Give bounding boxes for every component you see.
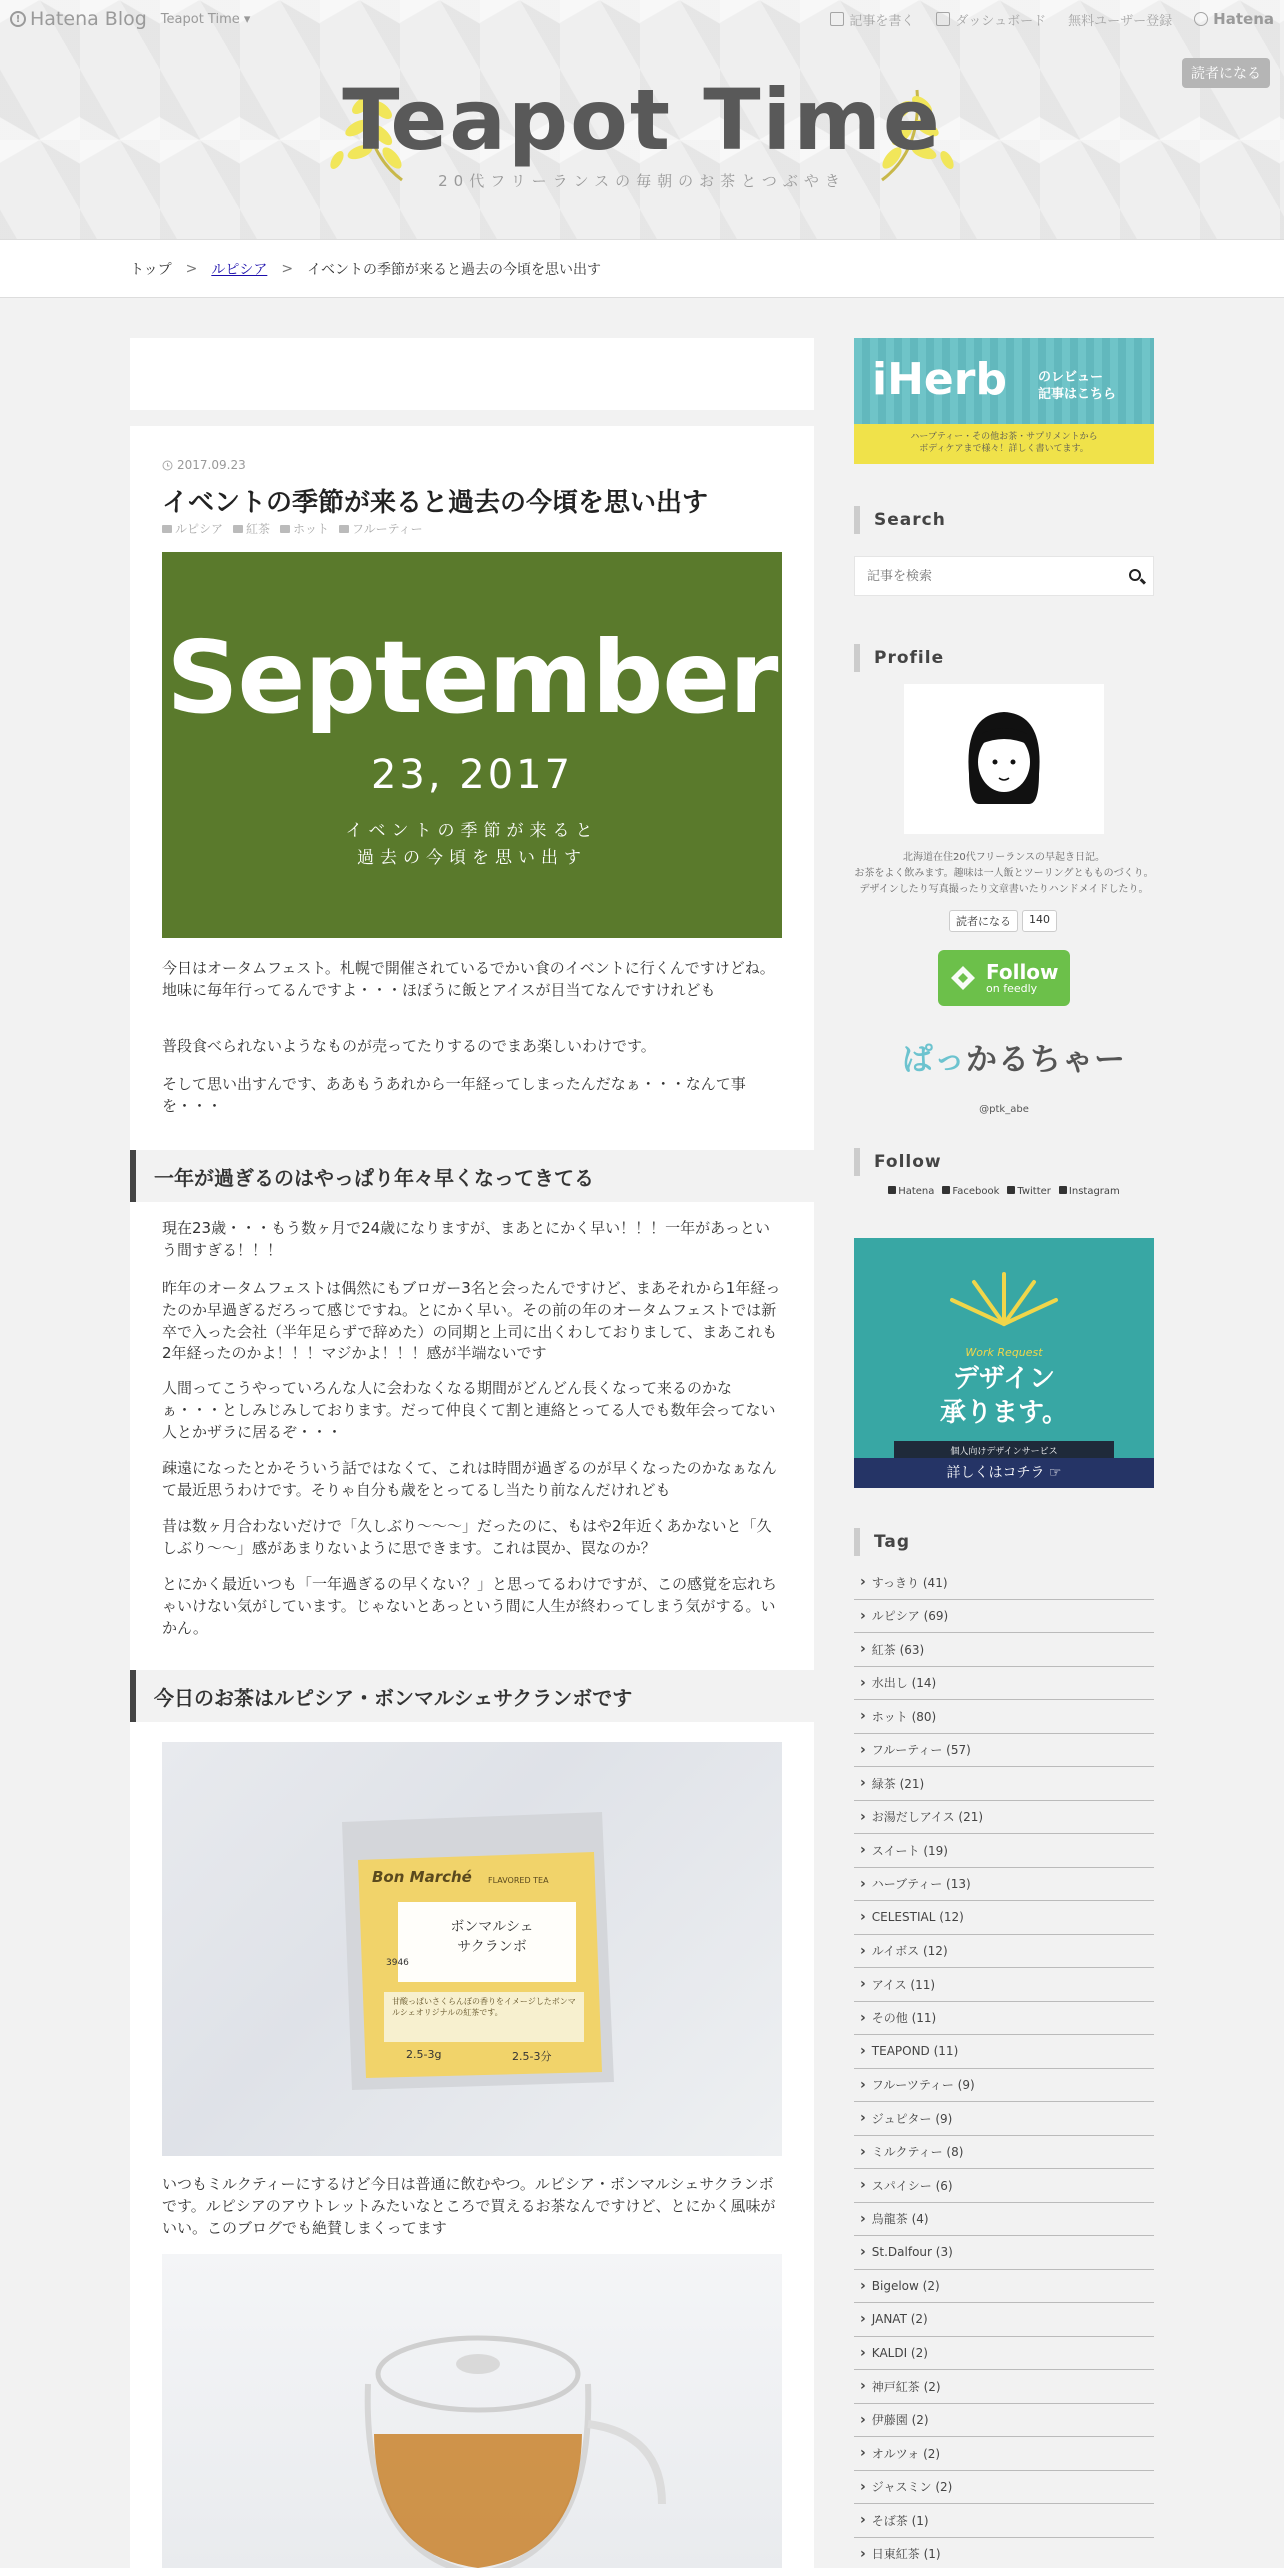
- design-ribbon: 個人向けデザインサービス: [894, 1441, 1114, 1463]
- iherb-logo: iHerb: [872, 354, 1007, 405]
- clock-icon: [162, 460, 173, 471]
- tag-link[interactable]: › 日東紅茶 (1): [854, 2538, 1154, 2568]
- tag-link[interactable]: › お湯だしアイス (21): [854, 1801, 1154, 1835]
- iherb-text: [1038, 370, 1116, 404]
- entry-date-text: 2017.09.23: [177, 458, 246, 472]
- pakkaru-logo-a: ぱっ: [902, 1042, 966, 1078]
- hatena-menu-label: Hatena: [1213, 10, 1274, 28]
- pencil-icon: [830, 12, 844, 26]
- eyecatch-caption-line: 過去の今頃を思い出す: [357, 848, 587, 869]
- paragraph: そして思い出すんです、ああもうあれから一年経ってしまったんだなぁ・・・なんて事を・・・: [162, 1075, 746, 1115]
- tag-link[interactable]: › ミルクティー (8): [854, 2136, 1154, 2170]
- tag-module-title: Tag: [854, 1528, 1154, 1556]
- paragraph: 昨年のオータムフェストは偶然にもブロガー3名と会ったんですけど、まあそれから1年経ったのか早過ぎるだろって感じですね。とにかく早い。その前の年のオータムフェストでは新卒で入った会社（半年足らずで辞めた）の同期と上司に出くわしておりまして、まあこれも2年経ったのかよ！！！マジかよ！！！感が半端ないです: [162, 1279, 781, 1363]
- tag-link[interactable]: › ハーブティー (13): [854, 1868, 1154, 1902]
- hatena-logo-icon: !: [10, 11, 26, 27]
- avatar-illustration: [959, 704, 1049, 814]
- write-post-label: 記事を書く: [849, 13, 915, 29]
- hatena-blog-logo-text: Hatena Blog: [30, 8, 147, 30]
- tag-link[interactable]: › ジュピター (9): [854, 2102, 1154, 2136]
- breadcrumb-home[interactable]: トップ: [130, 261, 172, 278]
- category-link[interactable]: 紅茶: [233, 520, 270, 537]
- blog-subtitle: 20代フリーランスの毎朝のお茶とつぶやき: [438, 172, 846, 190]
- tag-link[interactable]: › スパイシー (6): [854, 2169, 1154, 2203]
- profile-description-line: お茶をよく飲みます。趣味は一人飯とツーリングともものづくり。: [854, 868, 1154, 879]
- teapot-illustration: [162, 2254, 782, 2568]
- feedly-on-label: on feedly: [986, 981, 1038, 995]
- category-link[interactable]: ルピシア: [162, 520, 223, 537]
- article: [130, 426, 814, 2568]
- tag-link[interactable]: › 烏龍茶 (4): [854, 2203, 1154, 2237]
- category-link[interactable]: フルーティー: [339, 520, 423, 537]
- profile-module-title: Profile: [854, 644, 1154, 672]
- design-details-link[interactable]: 詳しくはコチラ ☞: [854, 1458, 1154, 1488]
- design-title: [854, 1363, 1154, 1431]
- tag-link[interactable]: › スイート (19): [854, 1834, 1154, 1868]
- iherb-text-line: のレビュー: [1038, 370, 1104, 385]
- tag-link[interactable]: › フルーティー (57): [854, 1734, 1154, 1768]
- hatena-topbar: [0, 0, 1284, 38]
- tag-link[interactable]: › アイス (11): [854, 1968, 1154, 2002]
- feedly-follow-label: Follow: [986, 959, 1059, 984]
- entry-title[interactable]: イベントの季節が来ると過去の今頃を思い出す: [162, 488, 709, 518]
- profile-description-line: 北海道在住20代フリーランスの早起き日記。: [902, 852, 1106, 863]
- readers-count: 140: [1022, 910, 1057, 932]
- pakkaru-logo[interactable]: [902, 1034, 1126, 1079]
- tag-link[interactable]: › 水出し (14): [854, 1667, 1154, 1701]
- breadcrumb-current: イベントの季節が来ると過去の今頃を思い出す: [307, 261, 602, 278]
- tag-link[interactable]: › ルイボス (12): [854, 1935, 1154, 1969]
- tea-package-photo: [162, 1742, 782, 2156]
- package-number: 3946: [386, 1958, 409, 1968]
- tag-link[interactable]: › オルツォ (2): [854, 2437, 1154, 2471]
- tag-link[interactable]: › 紅茶 (63): [854, 1633, 1154, 1667]
- section-heading: 一年が過ぎるのはやっぱり年々早くなってきてる: [130, 1150, 814, 1202]
- package-amount: 2.5-3g: [406, 2048, 442, 2061]
- tag-link[interactable]: › KALDI (2): [854, 2337, 1154, 2371]
- iherb-band: [854, 424, 1154, 464]
- breadcrumb-category[interactable]: ルピシア: [211, 261, 268, 278]
- eyecatch-month: September: [166, 619, 778, 736]
- dashboard-link[interactable]: [936, 10, 1046, 29]
- search-input[interactable]: [867, 569, 1117, 584]
- eyecatch-caption-line: イベントの季節が来ると: [345, 821, 599, 841]
- tag-link[interactable]: › 伊藤園 (2): [854, 2404, 1154, 2438]
- paragraph: 現在23歳・・・もう数ヶ月で24歳になりますが、まあとにかく早い！！！一年があっという間すぎる！！！: [162, 1219, 771, 1259]
- breadcrumb-separator: >: [185, 260, 198, 277]
- category-link[interactable]: ホット: [280, 520, 329, 537]
- dashboard-label: ダッシュボード: [955, 13, 1047, 29]
- search-icon[interactable]: [1129, 569, 1141, 581]
- ad-slot: [130, 338, 814, 410]
- follow-twitter-link[interactable]: Twitter: [1007, 1186, 1051, 1197]
- paragraph: 今日はオータムフェスト。札幌で開催されているでかい食のイベントに行くんですけどね。地味に毎年行ってるんですよ・・・ほぼうに飯とアイスが目当てなんですけれども: [162, 959, 775, 999]
- subscribe-button[interactable]: 読者になる: [1182, 58, 1270, 88]
- tag-link[interactable]: › その他 (11): [854, 2002, 1154, 2036]
- follow-facebook-link[interactable]: Facebook: [942, 1186, 999, 1197]
- package-brand: Bon Marché: [372, 1868, 472, 1886]
- follow-hatena-link[interactable]: Hatena: [888, 1186, 934, 1197]
- tag-link[interactable]: › ホット (80): [854, 1700, 1154, 1734]
- dashboard-icon: [936, 12, 950, 26]
- follow-module-title: Follow: [854, 1148, 1154, 1176]
- search-box: [854, 556, 1154, 596]
- profile-subscribe-button[interactable]: 読者になる: [949, 910, 1018, 932]
- package-name-line: ボンマルシェ: [450, 1919, 534, 1935]
- entry-date[interactable]: [162, 458, 246, 472]
- blog-title-area[interactable]: [320, 71, 964, 208]
- eyecatch-image: [162, 552, 782, 938]
- follow-links: [854, 1186, 1154, 1197]
- section-heading: 今日のお茶はルピシア・ボンマルシェサクランボです: [130, 1670, 814, 1722]
- entry-categories: [162, 520, 423, 537]
- design-title-line: 承ります。: [940, 1397, 1068, 1428]
- profile-description-line: デザインしたり写真撮ったり文章書いたりハンドメイドしたり。: [859, 884, 1149, 895]
- tag-link[interactable]: › すっきり (41): [854, 1566, 1154, 1600]
- iherb-band-line: ハーブティー・その他お茶・サプリメントから: [910, 432, 1098, 442]
- feedly-follow-button[interactable]: [938, 950, 1070, 1006]
- package-name-line: サクランボ: [457, 1938, 527, 1955]
- hatena-gear-icon: [1194, 12, 1208, 26]
- tag-link[interactable]: › JANAT (2): [854, 2303, 1154, 2337]
- package-flavored-label: FLAVORED TEA: [488, 1876, 549, 1885]
- follow-instagram-link[interactable]: Instagram: [1059, 1186, 1120, 1197]
- register-link[interactable]: 無料ユーザー登録: [1068, 13, 1173, 29]
- tag-link[interactable]: › 緑茶 (21): [854, 1767, 1154, 1801]
- eyecatch-date: 23, 2017: [370, 752, 574, 798]
- tag-link[interactable]: › St.Dalfour (3): [854, 2236, 1154, 2270]
- hatena-menu[interactable]: [1194, 10, 1274, 28]
- profile-description: [854, 850, 1154, 898]
- blog-title[interactable]: Teapot Time: [342, 71, 942, 169]
- iherb-banner[interactable]: [854, 338, 1154, 464]
- paragraph: 疎遠になったとかそういう話ではなくて、これは時間が過ぎるのが早くなったのかなぁなんて最近思うわけです。そりゃ自分も歳をとってるし当たり前なんだけれども: [162, 1459, 777, 1499]
- twitter-handle[interactable]: @ptk_abe: [979, 1104, 1029, 1115]
- tag-list: [854, 1566, 1154, 2568]
- tag-link[interactable]: › ルピシア (69): [854, 1600, 1154, 1634]
- readers-widget: [949, 910, 1057, 932]
- tag-link[interactable]: › Bigelow (2): [854, 2270, 1154, 2304]
- iherb-text-line: 記事はこちら: [1038, 386, 1117, 402]
- tag-link[interactable]: › TEAPOND (11): [854, 2035, 1154, 2069]
- package-name: [432, 1918, 552, 1957]
- tag-link[interactable]: › ジャスミン (2): [854, 2471, 1154, 2505]
- paragraph: 人間ってこうやっていろんな人に会わなくなる期間がどんどん長くなって来るのかなぁ・・・としみじみしております。だって仲良くて割と連絡とってる人でも数年会ってない人とかザラに居るぞ・・・: [162, 1379, 776, 1441]
- paragraph: いつもミルクティーにするけど今日は普通に飲むやつ。ルピシア・ボンマルシェサクランボです。ルピシアのアウトレットみたいなところで買えるお茶なんですけど、とにかく風味がいい。このブログでも絶賛しまくってます: [162, 2175, 776, 2237]
- search-module-title: Search: [854, 506, 1154, 534]
- design-work-request: Work Request: [965, 1346, 1043, 1359]
- paragraph: とにかく最近いつも「一年過ぎるの早くない？」と思ってるわけですが、この感覚を忘れちゃいけない気がしています。じゃないとあっという間に人生が終わってしまう気がする。いかん。: [162, 1575, 778, 1637]
- package-desc: 甘酸っぱいさくらんぼの香りをイメージしたボンマルシェオリジナルの紅茶です。: [392, 1997, 576, 2018]
- design-title-line: デザイン: [952, 1364, 1056, 1394]
- tag-link[interactable]: › そば茶 (1): [854, 2504, 1154, 2538]
- teapot-photo: [162, 2254, 782, 2568]
- breadcrumb: [0, 240, 1284, 298]
- design-service-banner[interactable]: [854, 1238, 1154, 1488]
- paragraph: 昔は数ヶ月合わないだけで「久しぶり〜〜〜」だったのに、もはや2年近くあかないと「久しぶり〜〜」感があまりないように思できます。これは罠か、罠なのか？: [162, 1517, 772, 1557]
- tag-link[interactable]: › フルーツティー (9): [854, 2069, 1154, 2103]
- package-steep-time: 2.5-3分: [512, 2050, 552, 2063]
- breadcrumb-separator: >: [281, 260, 294, 277]
- blog-selector[interactable]: Teapot Time ▾: [160, 11, 251, 27]
- tag-link[interactable]: › 神戸紅茶 (2): [854, 2370, 1154, 2404]
- tag-link[interactable]: › CELESTIAL (12): [854, 1901, 1154, 1935]
- sunburst-icon: [934, 1264, 1074, 1334]
- avatar[interactable]: [904, 684, 1104, 834]
- write-post-link[interactable]: [830, 10, 914, 29]
- paragraph: 普段食べられないようなものが売ってたりするのでまあ楽しいわけです。: [162, 1037, 656, 1055]
- hatena-blog-logo[interactable]: [10, 8, 147, 30]
- iherb-band-line: ボディケアまで様々！詳しく書いてます。: [919, 443, 1089, 454]
- feedly-icon: [948, 963, 978, 993]
- eyecatch-caption: [346, 818, 599, 872]
- pakkaru-logo-b: かるちゃー: [966, 1042, 1126, 1078]
